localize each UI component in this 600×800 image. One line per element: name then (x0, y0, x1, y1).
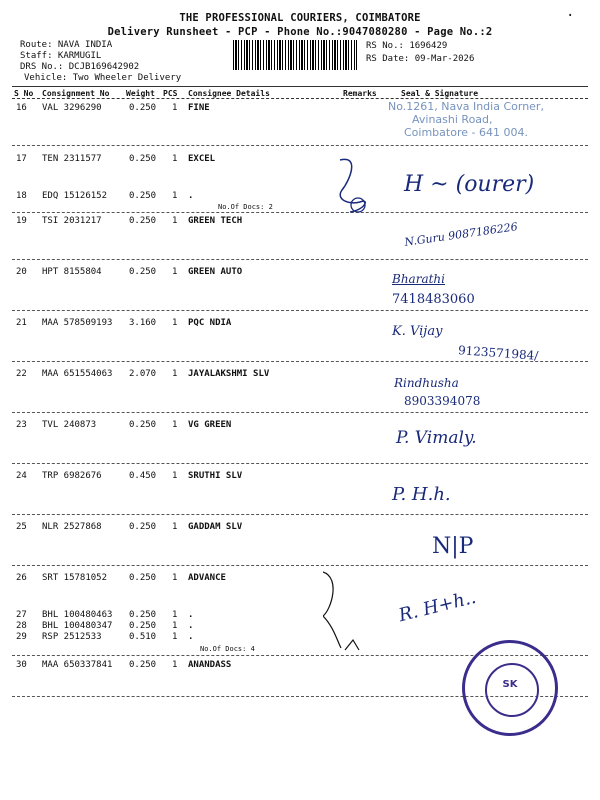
row-consignment: HPT 8155804 (42, 267, 102, 277)
col-consignment: Consignment No (42, 89, 110, 98)
row-weight: 2.070 (129, 369, 157, 379)
rs-info (366, 40, 474, 66)
row-weight: 0.250 (129, 154, 157, 164)
row-consignee: PQC NDIA (188, 318, 232, 328)
drs-label: DRS No.: DCJB169642902 (20, 62, 140, 72)
col-pcs: PCS (163, 89, 178, 98)
row-separator (12, 212, 588, 213)
seal-label: SK (502, 679, 518, 690)
row-weight: 0.250 (129, 103, 157, 113)
row-consignee: GREEN AUTO (188, 267, 243, 277)
row-weight: 0.250 (129, 216, 157, 226)
row-pcs: 1 (172, 154, 178, 164)
row-consignee: ADVANCE (188, 573, 226, 583)
row-pcs: 1 (172, 621, 178, 631)
row-consignment: TSI 2031217 (42, 216, 102, 226)
row-separator (12, 361, 588, 362)
row-weight: 0.250 (129, 522, 157, 532)
signature-21: K. Vijay (392, 324, 443, 339)
signature-25: N|P (432, 534, 474, 559)
bracket-mark (323, 570, 363, 660)
row-pcs: 1 (172, 632, 178, 642)
row-sno: 16 (16, 103, 27, 113)
row-sno: 20 (16, 267, 27, 277)
row-sno: 29 (16, 632, 27, 642)
row-pcs: 1 (172, 471, 178, 481)
row-consignee: ANANDASS (188, 660, 232, 670)
row-separator (12, 259, 588, 260)
docs-count: No.Of Docs: 2 (218, 203, 273, 211)
stamp-line: Coimbatore - 641 004. (404, 126, 528, 139)
row-separator (12, 565, 588, 566)
route-label: Route: NAVA INDIA (20, 40, 113, 50)
row-consignment: BHL 100480347 (42, 621, 113, 631)
rs-date: RS Date: 09-Mar-2026 (366, 54, 475, 64)
row-weight: 0.250 (129, 191, 157, 201)
company-title: THE PROFESSIONAL COURIERS, COIMBATORE (179, 12, 421, 24)
row-pcs: 1 (172, 369, 178, 379)
scribble-mark (320, 150, 380, 220)
stamp-line: No.1261, Nava India Corner, (388, 100, 544, 113)
row-consignee: . (188, 632, 194, 642)
row-weight: 0.250 (129, 610, 157, 620)
row-separator (12, 310, 588, 311)
signature-22-phone: 8903394078 (404, 394, 481, 408)
row-sno: 19 (16, 216, 27, 226)
round-seal-stamp (462, 640, 558, 736)
row-consignee: JAYALAKSHMI SLV (188, 369, 270, 379)
row-weight: 0.250 (129, 420, 157, 430)
row-consignment: TEN 2311577 (42, 154, 102, 164)
rs-number: RS No.: 1696429 (366, 41, 448, 51)
row-consignee: GADDAM SLV (188, 522, 243, 532)
row-sno: 24 (16, 471, 27, 481)
row-pcs: 1 (172, 420, 178, 430)
signature-20-phone: 7418483060 (392, 292, 475, 307)
row-weight: 0.250 (129, 660, 157, 670)
row-consignment: VAL 3296290 (42, 103, 102, 113)
runsheet-subtitle: Delivery Runsheet - PCP - Phone No.:9047080280 - Page No.:2 (107, 26, 493, 38)
address-stamp (388, 100, 544, 139)
row-consignee: VG GREEN (188, 420, 232, 430)
row-consignee: . (188, 621, 194, 631)
row-consignee: EXCEL (188, 154, 216, 164)
row-consignee: SRUTHI SLV (188, 471, 243, 481)
row-consignment: TVL 240873 (42, 420, 97, 430)
row-pcs: 1 (172, 660, 178, 670)
row-consignee: . (188, 191, 194, 201)
row-separator (12, 412, 588, 413)
row-weight: 0.450 (129, 471, 157, 481)
row-sno: 25 (16, 522, 27, 532)
col-weight: Weight (126, 89, 155, 98)
signature-22: Rindhusha (394, 376, 459, 390)
col-sno: S No (14, 89, 34, 98)
row-consignment: MAA 651554063 (42, 369, 113, 379)
row-pcs: 1 (172, 318, 178, 328)
row-consignment: MAA 650337841 (42, 660, 113, 670)
row-pcs: 1 (172, 216, 178, 226)
row-sno: 26 (16, 573, 27, 583)
row-sno: 23 (16, 420, 27, 430)
row-weight: 0.250 (129, 621, 157, 631)
signature-23: P. Vimaly. (396, 428, 477, 448)
row-sno: 18 (16, 191, 27, 201)
row-consignment: RSP 2512533 (42, 632, 102, 642)
row-weight: 0.510 (129, 632, 157, 642)
row-sno: 17 (16, 154, 27, 164)
col-consignee: Consignee Details (188, 89, 270, 98)
table-header-rule (12, 98, 588, 99)
signature-21-phone: 9123571984/ (457, 343, 539, 363)
row-pcs: 1 (172, 103, 178, 113)
row-consignee: FINE (188, 103, 210, 113)
row-sno: 30 (16, 660, 27, 670)
staff-label: Staff: KARMUGIL (20, 51, 102, 61)
row-weight: 0.250 (129, 573, 157, 583)
row-sno: 22 (16, 369, 27, 379)
row-pcs: 1 (172, 610, 178, 620)
row-pcs: 1 (172, 573, 178, 583)
row-consignment: EDQ 15126152 (42, 191, 108, 201)
docs-count: No.Of Docs: 4 (200, 645, 255, 653)
row-consignee: . (188, 610, 194, 620)
row-separator (12, 514, 588, 515)
row-consignment: SRT 15781052 (42, 573, 108, 583)
row-separator (12, 463, 588, 464)
row-pcs: 1 (172, 267, 178, 277)
signature-24: P. H.h. (392, 484, 451, 505)
col-remarks: Remarks (343, 89, 377, 98)
table-top-rule (12, 86, 588, 87)
row-weight: 0.250 (129, 267, 157, 277)
stamp-line: Avinashi Road, (412, 113, 493, 126)
signature-17: H ~ (ourer) (404, 172, 535, 197)
row-pcs: 1 (172, 522, 178, 532)
corner-mark: · (566, 8, 575, 24)
row-sno: 28 (16, 621, 27, 631)
row-consignment: NLR 2527868 (42, 522, 102, 532)
col-seal: Seal & Signature (401, 89, 479, 98)
row-consignee: GREEN TECH (188, 216, 243, 226)
row-consignment: BHL 100480463 (42, 610, 113, 620)
signature-20: Bharathi (392, 272, 445, 286)
row-consignment: TRP 6982676 (42, 471, 102, 481)
vehicle-label: Vehicle: Two Wheeler Delivery (24, 73, 182, 83)
barcode-image (233, 40, 357, 70)
row-sno: 27 (16, 610, 27, 620)
row-pcs: 1 (172, 191, 178, 201)
row-separator (12, 145, 588, 146)
signature-26: R. H+h.. (396, 586, 479, 627)
row-weight: 3.160 (129, 318, 157, 328)
signature-19: N.Guru 9087186226 (403, 220, 519, 249)
row-sno: 21 (16, 318, 27, 328)
seal-inner-ring (485, 663, 539, 717)
row-consignment: MAA 578509193 (42, 318, 113, 328)
